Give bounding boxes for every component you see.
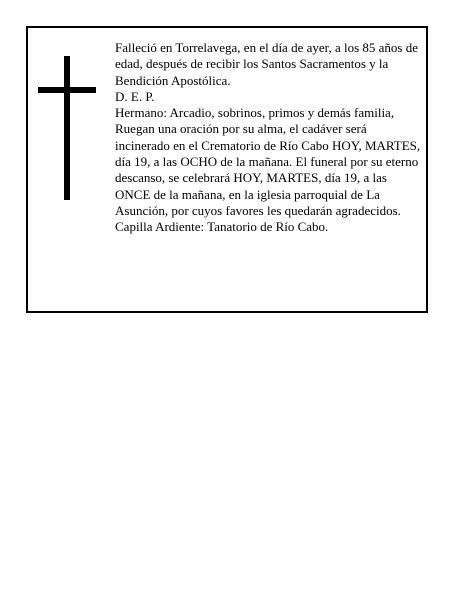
cross-horizontal-bar (38, 87, 96, 93)
obituary-text (115, 40, 423, 236)
cross-icon (38, 56, 98, 200)
death-announcement: Falleció en Torrelavega, en el día de ayer, a los 85 años de edad, después de recibir los Santos Sacramentos y la Bendición Apostólica. (115, 40, 418, 88)
family-and-funeral-details: Hermano: Arcadio, sobrinos, primos y demás familia, Ruegan una oración por su alma, el cadáver será incinerado en el Crematorio de Río Cabo HOY, MARTES, día 19, a las OCHO de la mañana. El funeral por su eterno descanso, se celebrará HOY, MARTES, día 19, a las ONCE de la mañana, en la iglesia parroquial de La Asunción, por cuyos favores les quedarán agradecidos. Capilla Ardiente: Tanatorio de Río Cabo. (115, 105, 421, 235)
rip-line: D. E. P. (115, 88, 155, 104)
cross-vertical-bar (64, 56, 70, 200)
obituary-notice (26, 26, 428, 313)
